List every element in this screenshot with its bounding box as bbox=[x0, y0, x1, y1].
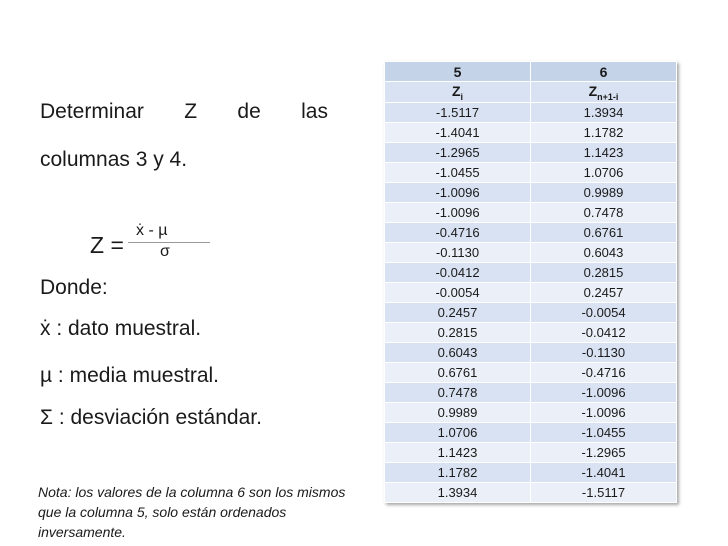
cell-zn1i: 0.2457 bbox=[531, 283, 677, 303]
instruction-word: Z bbox=[184, 100, 198, 123]
cell-zi: -1.5117 bbox=[385, 103, 531, 123]
cell-zi: 1.1423 bbox=[385, 443, 531, 463]
table-row bbox=[385, 323, 677, 343]
cell-zn1i: -0.0054 bbox=[531, 303, 677, 323]
cell-zi: -0.1130 bbox=[385, 243, 531, 263]
column-header-row bbox=[385, 82, 677, 103]
instruction-word: Determinar bbox=[40, 100, 144, 123]
cell-zn1i: -1.0096 bbox=[531, 403, 677, 423]
cell-zi: 1.1782 bbox=[385, 463, 531, 483]
cell-zn1i: 0.9989 bbox=[531, 183, 677, 203]
table-row bbox=[385, 123, 677, 143]
table-row bbox=[385, 203, 677, 223]
cell-zn1i: 0.6043 bbox=[531, 243, 677, 263]
column-number-row bbox=[385, 62, 677, 82]
column-number-6: 6 bbox=[531, 62, 677, 82]
definition-mean: µ : media muestral. bbox=[40, 364, 219, 387]
cell-zi: -1.4041 bbox=[385, 123, 531, 143]
definition-stddev: Σ : desviación estándar. bbox=[40, 406, 262, 429]
cell-zn1i: -1.4041 bbox=[531, 463, 677, 483]
definition-sample: ẋ : dato muestral. bbox=[40, 317, 202, 340]
instruction-line-2: columnas 3 y 4. bbox=[40, 148, 188, 171]
table-row bbox=[385, 463, 677, 483]
column-number-5: 5 bbox=[385, 62, 531, 82]
cell-zi: -0.0412 bbox=[385, 263, 531, 283]
cell-zn1i: -1.2965 bbox=[531, 443, 677, 463]
cell-zi: -1.0096 bbox=[385, 203, 531, 223]
cell-zi: -1.2965 bbox=[385, 143, 531, 163]
table-row bbox=[385, 343, 677, 363]
cell-zn1i: -1.0455 bbox=[531, 423, 677, 443]
cell-zn1i: 0.2815 bbox=[531, 263, 677, 283]
cell-zn1i: 1.1423 bbox=[531, 143, 677, 163]
table-row bbox=[385, 483, 677, 503]
cell-zi: 0.2457 bbox=[385, 303, 531, 323]
header-zi: $Z_i$ bbox=[385, 82, 531, 103]
table-row bbox=[385, 103, 677, 123]
table-row bbox=[385, 443, 677, 463]
cell-zn1i: 1.3934 bbox=[531, 103, 677, 123]
table-row bbox=[385, 403, 677, 423]
donde-label: Donde: bbox=[40, 276, 108, 299]
instruction-word: las bbox=[301, 100, 328, 123]
table-row bbox=[385, 363, 677, 383]
formula-lhs: Z = bbox=[90, 232, 124, 258]
cell-zi: -1.0455 bbox=[385, 163, 531, 183]
table-row bbox=[385, 263, 677, 283]
table-row bbox=[385, 383, 677, 403]
cell-zi: 0.9989 bbox=[385, 403, 531, 423]
table-row bbox=[385, 183, 677, 203]
table-row bbox=[385, 283, 677, 303]
cell-zn1i: 1.1782 bbox=[531, 123, 677, 143]
cell-zi: -0.4716 bbox=[385, 223, 531, 243]
cell-zi: 1.0706 bbox=[385, 423, 531, 443]
cell-zi: 0.6761 bbox=[385, 363, 531, 383]
cell-zn1i: -0.0412 bbox=[531, 323, 677, 343]
cell-zn1i: 0.6761 bbox=[531, 223, 677, 243]
footnote: Nota: los valores de la columna 6 son los mismos que la columna 5, solo están ordenados inversamente. bbox=[38, 484, 346, 540]
formula-denominator: σ bbox=[160, 243, 170, 260]
instruction-word: de bbox=[237, 100, 261, 123]
cell-zn1i: -1.5117 bbox=[531, 483, 677, 503]
cell-zn1i: 0.7478 bbox=[531, 203, 677, 223]
cell-zi: -0.0054 bbox=[385, 283, 531, 303]
instruction-line-1 bbox=[40, 100, 328, 124]
table-body bbox=[385, 103, 677, 503]
cell-zn1i: -0.4716 bbox=[531, 363, 677, 383]
cell-zi: 0.7478 bbox=[385, 383, 531, 403]
cell-zi: -1.0096 bbox=[385, 183, 531, 203]
z-formula bbox=[90, 222, 230, 272]
cell-zn1i: -0.1130 bbox=[531, 343, 677, 363]
table-row bbox=[385, 163, 677, 183]
table-row bbox=[385, 303, 677, 323]
cell-zi: 0.2815 bbox=[385, 323, 531, 343]
table-row bbox=[385, 243, 677, 263]
cell-zi: 0.6043 bbox=[385, 343, 531, 363]
cell-zn1i: 1.0706 bbox=[531, 163, 677, 183]
cell-zi: 1.3934 bbox=[385, 483, 531, 503]
z-values-table bbox=[384, 61, 677, 503]
formula-numerator: ẋ - µ bbox=[136, 222, 168, 239]
table-row bbox=[385, 223, 677, 243]
table-row bbox=[385, 143, 677, 163]
cell-zn1i: -1.0096 bbox=[531, 383, 677, 403]
table-row bbox=[385, 423, 677, 443]
header-zn1i: $Z_{n+1-i}$ bbox=[531, 82, 677, 103]
